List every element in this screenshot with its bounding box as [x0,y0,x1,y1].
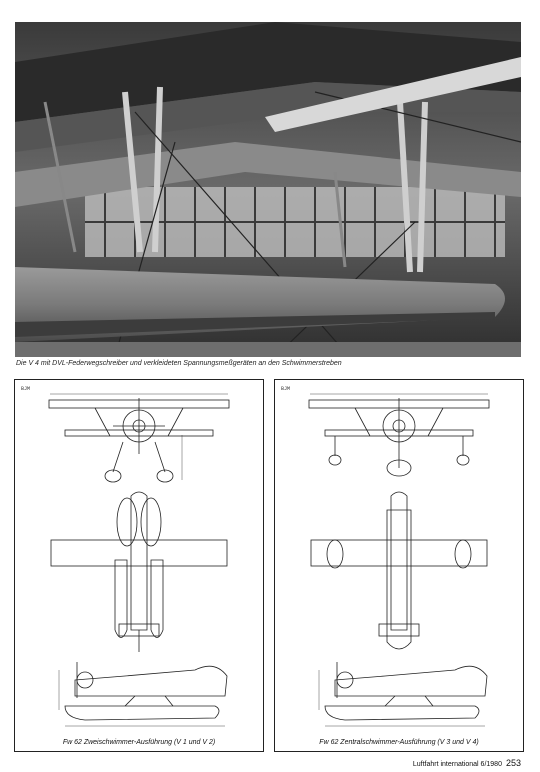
page-number: 253 [505,758,521,768]
photo-caption: Die V 4 mit DVL-Federwegschreiber und verkleideten Spannungsmeßgeräten an den Schwimmerstreben [16,360,342,367]
drawing-title: Fw 62 Zweischwimmer-Ausführung (V 1 und V 2) [62,739,216,746]
biplane-photo [15,22,521,357]
page-footer [413,758,521,768]
drawing-title: Fw 62 Zentralschwimmer-Ausführung (V 3 und V 4) [319,739,479,746]
drawing-central-float [274,379,524,752]
drawing-tag: BJM [281,386,291,392]
twin-float-three-view [15,380,263,751]
central-float-three-view [275,380,523,751]
journal-name: Luftfahrt international 6/1980 [412,761,502,768]
drawing-tag: BJM [21,386,31,392]
drawing-twin-float [14,379,264,752]
